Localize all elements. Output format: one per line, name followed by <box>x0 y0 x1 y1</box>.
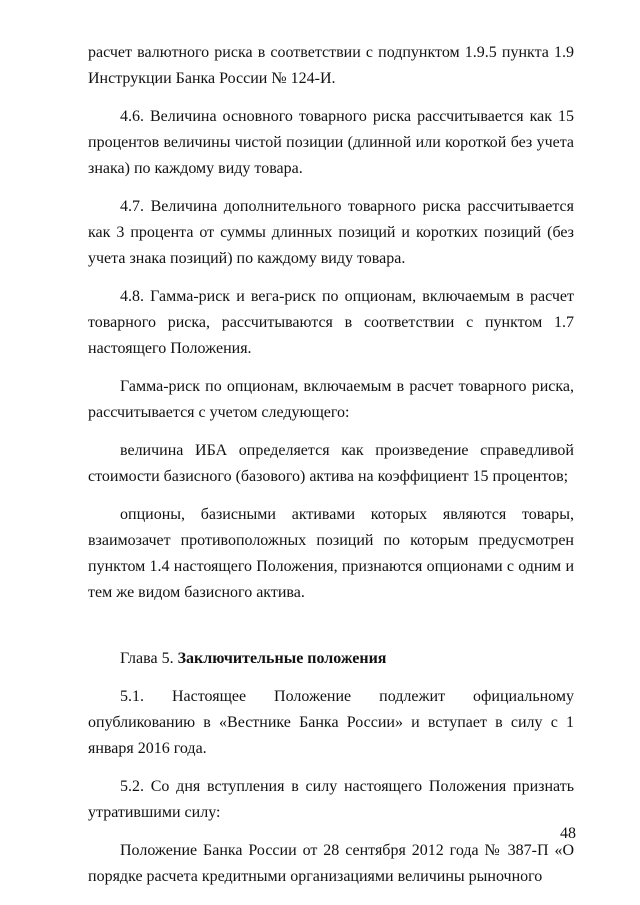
paragraph-4-7: 4.7. Величина дополнительного товарного риска рассчитывается как 3 процента от суммы длинных позиций и коротких позиций (без учета знака позиций) по каждому виду товара. <box>88 198 574 267</box>
chapter-prefix: Глава 5. <box>120 650 174 667</box>
page-number: 48 <box>560 825 576 842</box>
chapter-heading <box>88 646 574 672</box>
paragraph-4-6: 4.6. Величина основного товарного риска рассчитывается как 15 процентов величины чистой позиции (длинной или короткой без учета знака) по каждому виду товара. <box>88 108 574 177</box>
paragraph-5-1: 5.1. Настоящее Положение подлежит официальному опубликованию в «Вестнике Банка России» и вступает в силу с 1 января 2016 года. <box>88 688 574 757</box>
paragraph-continuation: расчет валютного риска в соответствии с подпунктом 1.9.5 пункта 1.9 Инструкции Банка России № 124-И. <box>88 44 574 87</box>
paragraph-gamma-risk: Гамма-риск по опционам, включаемым в расчет товарного риска, рассчитывается с учетом следующего: <box>88 378 574 421</box>
paragraph-options-commodities: опционы, базисными активами которых являются товары, взаимозачет противоположных позиций по которым предусмотрен пунктом 1.4 настоящего Положения, признаются опционами с одним и тем же видом базисного актива. <box>88 506 574 601</box>
document-page <box>88 40 574 890</box>
paragraph-5-2: 5.2. Со дня вступления в силу настоящего Положения признать утратившими силу: <box>88 778 574 821</box>
paragraph-iba-value: величина ИБА определяется как произведение справедливой стоимости базисного (базового) актива на коэффициент 15 процентов; <box>88 442 574 485</box>
chapter-title: Заключительные положения <box>177 650 387 667</box>
paragraph-repealed-regulation: Положение Банка России от 28 сентября 2012 года № 387-П «О порядке расчета кредитными организациями величины рыночного <box>88 842 574 885</box>
paragraph-4-8: 4.8. Гамма-риск и вега-риск по опционам, включаемым в расчет товарного риска, рассчитываются в соответствии с пунктом 1.7 настоящего Положения. <box>88 288 574 357</box>
